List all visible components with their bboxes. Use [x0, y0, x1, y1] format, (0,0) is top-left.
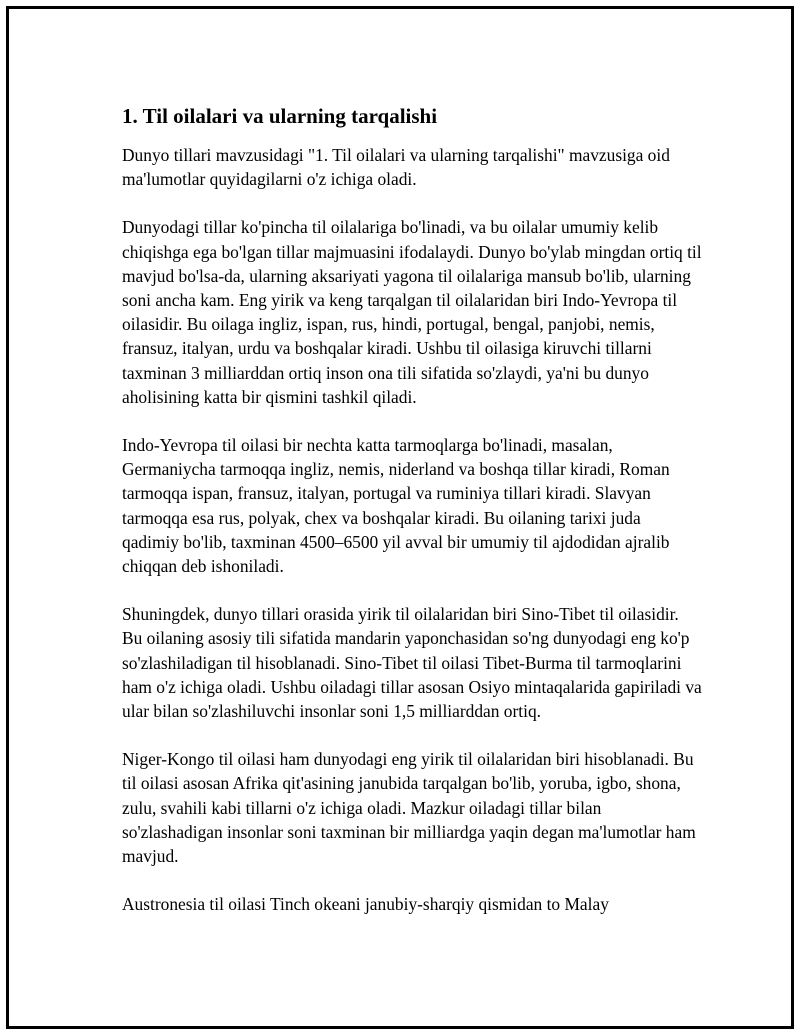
paragraph-sino-tibetan: Shuningdek, dunyo tillari orasida yirik til oilalaridan biri Sino-Tibet til oilasidir. Bu oilaning asosiy tili sifatida mandarin yaponchasidan so'ng dunyodagi eng ko'p so'zlashiladigan til hisoblanadi. Sino-Tibet til oilasi Tibet-Burma til tarmoqlarini ham o'z ichiga oladi. Ushbu oiladagi tillar asosan Osiyo mintaqalarida gapiriladi va ular bilan so'zlashiluvchi insonlar soni 1,5 milliarddan ortiq.	[122, 604, 702, 722]
paragraph-indo-european-branches: Indo-Yevropa til oilasi bir nechta katta tarmoqlarga bo'linadi, masalan, Germaniycha tarmoqqa ingliz, nemis, niderland va boshqa tillar kiradi, Roman tarmoqqa ispan, fransuz, italyan, portugal va ruminiya tillari kiradi. Slavyan tarmoqqa esa rus, polyak, chex va boshqalar kiradi. Bu oilaning tarixi juda qadimiy bo'lib, taxminan 4500–6500 yil avval bir umumiy til ajdodidan ajralib chiqqan deb ishoniladi.	[122, 435, 670, 577]
paragraph-language-families: Dunyodagi tillar ko'pincha til oilalariga bo'linadi, va bu oilalar umumiy kelib chiqishga ega bo'lgan tillar majmuasini ifodalaydi. Dunyo bo'ylab mingdan ortiq til mavjud bo'lsa-da, ularning aksariyati yagona til oilalariga mansub bo'lib, ularning soni ancha kam. Eng yirik va keng tarqalgan til oilalaridan biri Indo-Yevropa til oilasidir. Bu oilaga ingliz, ispan, rus, hindi, portugal, bengal, panjobi, nemis, fransuz, italyan, urdu va boshqalar kiradi. Ushbu til oilasiga kiruvchi tillarni taxminan 3 milliarddan ortiq inson ona tili sifatida so'zlaydi, ya'ni bu dunyo aholisining katta bir qismini tashkil qiladi.	[122, 217, 702, 407]
paragraph-niger-congo: Niger-Kongo til oilasi ham dunyodagi eng yirik til oilalaridan biri hisoblanadi. Bu til oilasi asosan Afrika qit'asining janubida tarqalgan bo'lib, yoruba, igbo, shona, zulu, svahili kabi tillarni o'z ichiga oladi. Mazkur oiladagi tillar bilan so'zlashadigan insonlar soni taxminan bir milliardga yaqin degan ma'lumotlar ham mavjud.	[122, 749, 696, 867]
document-body	[122, 101, 702, 940]
document-title: 1. Til oilalari va ularning tarqalishi	[122, 104, 438, 128]
page-frame	[6, 6, 794, 1029]
paragraph-austronesian: Austronesia til oilasi Tinch okeani janubiy-sharqiy qismidan to Malay	[122, 894, 609, 915]
paragraph-intro: Dunyo tillari mavzusidagi "1. Til oilalari va ularning tarqalishi" mavzusiga oid ma'lumotlar quyidagilarni o'z ichiga oladi.	[122, 145, 670, 190]
